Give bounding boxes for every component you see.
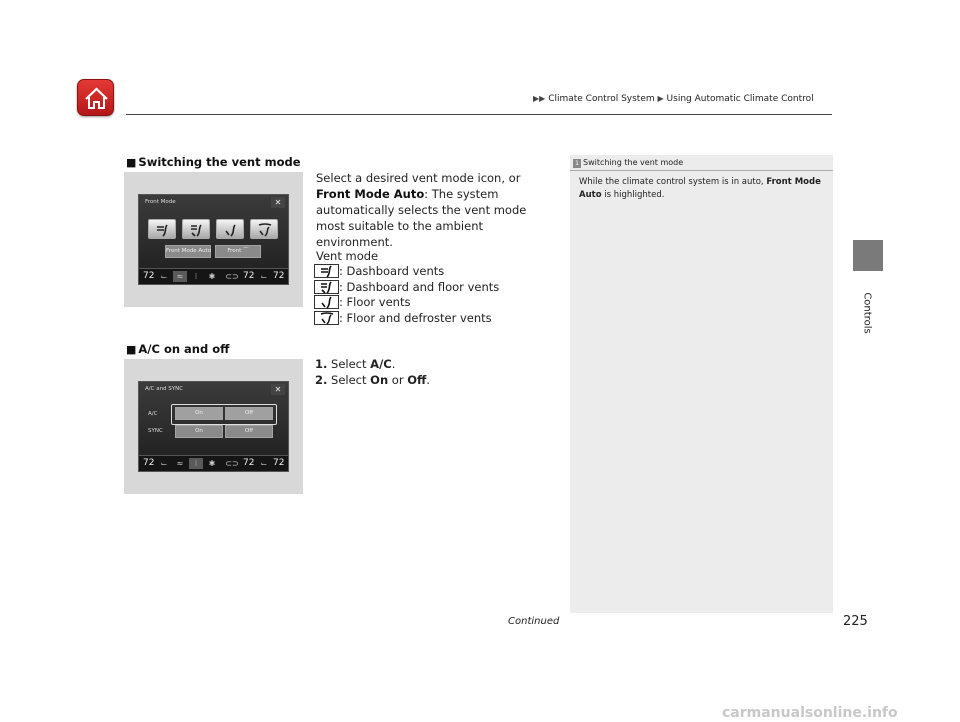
- recirculation-icon[interactable]: ⊂⊃: [225, 272, 239, 281]
- passenger-seat-heater-icon[interactable]: ⌙: [260, 272, 268, 281]
- vent-mode-intro: [316, 170, 556, 250]
- recirculation-icon[interactable]: ⊂⊃: [225, 459, 239, 468]
- vent-floor-button[interactable]: [216, 219, 244, 239]
- vent-mode-status-icon[interactable]: ≈: [173, 271, 187, 282]
- step-text: Select: [331, 373, 371, 387]
- dashboard-vents-icon: [314, 264, 339, 278]
- breadcrumb: [533, 94, 814, 104]
- mode-text: : Dashboard vents: [339, 264, 445, 278]
- ac-on-button[interactable]: On: [175, 407, 223, 420]
- breadcrumb-arrow-icon: ▶: [657, 94, 664, 103]
- vent-floor-defrost-button[interactable]: [250, 219, 278, 239]
- note-title: Switching the vent mode: [583, 158, 684, 167]
- note-text-bold: Front Mode Auto: [579, 177, 821, 200]
- step-end: .: [426, 373, 430, 387]
- watermark: carmanualsonline.info: [722, 705, 898, 721]
- seat-heater-icon[interactable]: ⌙: [160, 272, 168, 281]
- dashboard-floor-vents-icon: [314, 280, 339, 294]
- step-bold: On: [370, 373, 389, 387]
- sync-row-label: SYNC: [148, 428, 163, 434]
- vent-mode-status-icon[interactable]: ≈: [176, 459, 184, 468]
- section-heading-ac: [126, 342, 229, 356]
- section-heading-text: Switching the vent mode: [138, 155, 301, 169]
- screen-close-button[interactable]: ✕: [271, 197, 285, 208]
- chapter-tab-label[interactable]: [847, 283, 887, 343]
- climate-status-bar: [139, 268, 288, 284]
- ac-off-button[interactable]: Off: [225, 407, 273, 420]
- front-defrost-button[interactable]: [215, 245, 261, 258]
- fan-icon[interactable]: ✱: [208, 459, 216, 468]
- front-mode-screen: [138, 194, 289, 285]
- mode-row-dashboard: [314, 264, 444, 279]
- front-defrost-label: Front: [227, 248, 242, 254]
- header-rule: [126, 114, 832, 115]
- screen-title: Front Mode: [145, 199, 176, 205]
- mode-row-floor: [314, 295, 410, 310]
- breadcrumb-arrow-icon: ▶▶: [533, 94, 546, 103]
- screen-close-button[interactable]: ✕: [271, 384, 285, 395]
- square-bullet-icon: ■: [126, 156, 137, 169]
- floor-vents-icon: [314, 295, 339, 309]
- mode-text: : Floor and defroster vents: [339, 311, 492, 325]
- passenger-temp-display[interactable]: 72: [243, 271, 255, 281]
- step-bold: Off: [407, 373, 427, 387]
- step-bold: A/C: [370, 357, 392, 371]
- passenger-seat-heater-icon[interactable]: ⌙: [260, 459, 268, 468]
- home-button[interactable]: [77, 79, 114, 116]
- intro-text-1: Select a desired vent mode icon, or: [316, 171, 521, 185]
- floor-defroster-vents-icon: [314, 311, 339, 325]
- note-text: [579, 176, 824, 202]
- breadcrumb-link-climate[interactable]: Climate Control System: [548, 94, 655, 104]
- ac-sync-screen: [138, 381, 289, 472]
- front-mode-auto-button[interactable]: Front Mode Auto: [165, 245, 211, 258]
- vent-floor-icon: [223, 223, 239, 237]
- note-title-row: [570, 158, 833, 170]
- note-panel: [570, 155, 833, 613]
- climate-status-bar: [139, 455, 288, 471]
- step-text: or: [388, 373, 408, 387]
- driver-temp[interactable]: 72: [143, 271, 155, 281]
- intro-bold: Front Mode Auto: [316, 187, 425, 201]
- passenger-temp[interactable]: 72: [273, 271, 285, 281]
- front-mode-screenshot: [124, 172, 303, 307]
- seat-heater-icon[interactable]: ⌙: [160, 459, 168, 468]
- vent-dashboard-floor-button[interactable]: [182, 219, 210, 239]
- chapter-tab-marker[interactable]: [853, 240, 883, 271]
- fan-icon[interactable]: ✱: [208, 272, 216, 281]
- mode-text: : Dashboard and floor vents: [339, 280, 500, 294]
- chapter-tab-text: Controls: [861, 292, 873, 334]
- screen-title: A/C and SYNC: [145, 386, 184, 392]
- step-number: 2.: [315, 373, 328, 387]
- note-marker-icon: 1: [573, 159, 581, 168]
- mode-row-dashboard-floor: [314, 280, 499, 295]
- mode-row-floor-defrost: [314, 311, 492, 326]
- ac-sync-icon[interactable]: ⁝: [194, 272, 198, 281]
- vent-dashboard-icon: [155, 223, 171, 237]
- passenger-temp[interactable]: 72: [273, 458, 285, 468]
- step-1: [315, 357, 395, 371]
- section-heading-vent-mode: [126, 155, 301, 169]
- vent-mode-label: Vent mode: [316, 249, 379, 263]
- vent-floor-defrost-icon: [257, 223, 273, 237]
- driver-temp[interactable]: 72: [143, 458, 155, 468]
- sync-off-button[interactable]: Off: [225, 425, 273, 438]
- mode-text: : Floor vents: [339, 295, 411, 309]
- passenger-temp-display[interactable]: 72: [243, 458, 255, 468]
- intro-text-2: : The system automatically selects the vent mode most suitable to the ambient environment.: [316, 187, 527, 249]
- ac-sync-screenshot: [124, 359, 303, 494]
- step-text: Select: [331, 357, 371, 371]
- note-divider: [570, 170, 833, 171]
- ac-sync-icon[interactable]: ⁝: [189, 458, 203, 469]
- defrost-icon: ⌒: [243, 248, 249, 254]
- home-icon: [83, 85, 110, 112]
- note-text-2: is highlighted.: [601, 190, 665, 200]
- vent-dashboard-button[interactable]: [148, 219, 176, 239]
- square-bullet-icon: ■: [126, 343, 137, 356]
- continued-label: Continued: [508, 616, 560, 627]
- sync-on-button[interactable]: On: [175, 425, 223, 438]
- section-heading-text: A/C on and off: [138, 342, 230, 356]
- step-2: [315, 373, 430, 387]
- step-number: 1.: [315, 357, 328, 371]
- note-text-1: While the climate control system is in auto,: [579, 177, 767, 187]
- vent-dashboard-floor-icon: [189, 223, 205, 237]
- page-number: 225: [843, 614, 868, 629]
- step-end: .: [391, 357, 396, 371]
- breadcrumb-link-automatic[interactable]: Using Automatic Climate Control: [666, 94, 814, 104]
- ac-row-label: A/C: [148, 411, 158, 417]
